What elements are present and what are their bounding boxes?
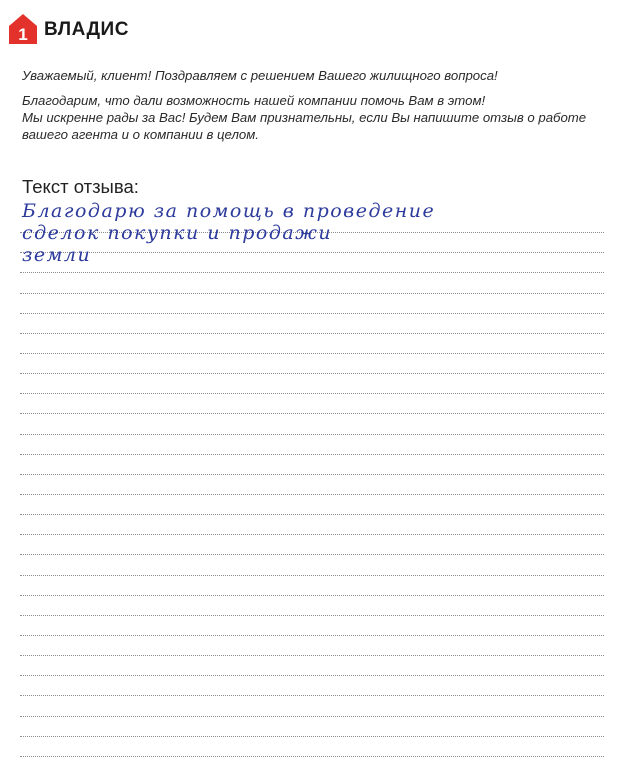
- intro-thanks: Благодарим, что дали возможность нашей компании помочь Вам в этом!: [22, 93, 486, 108]
- handwritten-line: сделок покупки и продажи: [22, 222, 333, 244]
- logo-digit: 1: [18, 25, 28, 44]
- writing-line: [20, 696, 604, 716]
- review-title: Текст отзыва:: [22, 176, 139, 197]
- writing-line: [20, 576, 604, 596]
- writing-line: [20, 294, 604, 314]
- writing-line: [20, 273, 604, 293]
- writing-line: [20, 636, 604, 656]
- writing-line: [20, 435, 604, 455]
- handwritten-review: [22, 200, 602, 266]
- ruled-lines: [20, 213, 604, 757]
- writing-line: [20, 737, 604, 757]
- writing-line: [20, 354, 604, 374]
- writing-line: [20, 515, 604, 535]
- house-key-icon: [8, 13, 38, 45]
- handwritten-line: земли: [22, 244, 92, 266]
- writing-line: [20, 475, 604, 495]
- intro-greeting: Уважаемый, клиент! Поздравляем с решением Вашего жилищного вопроса!: [22, 68, 498, 83]
- brand-logo: [8, 12, 129, 46]
- writing-line: [20, 495, 604, 515]
- intro-request: Мы искренне рады за Вас! Будем Вам признательны, если Вы напишите отзыв о работе: [22, 110, 587, 125]
- writing-line: [20, 555, 604, 575]
- logo-text: ВЛАДИС: [44, 18, 129, 40]
- writing-line: [20, 455, 604, 475]
- intro-text: [22, 67, 602, 143]
- writing-line: [20, 535, 604, 555]
- writing-line: [20, 616, 604, 636]
- writing-line: [20, 334, 604, 354]
- writing-line: [20, 676, 604, 696]
- writing-line: [20, 596, 604, 616]
- writing-line: [20, 374, 604, 394]
- handwritten-line: Благодарю за помощь в проведение: [22, 200, 436, 222]
- writing-line: [20, 394, 604, 414]
- writing-line: [20, 314, 604, 334]
- writing-line: [20, 656, 604, 676]
- intro-request-cont: вашего агента и о компании в целом.: [22, 127, 259, 142]
- writing-line: [20, 717, 604, 737]
- writing-line: [20, 414, 604, 434]
